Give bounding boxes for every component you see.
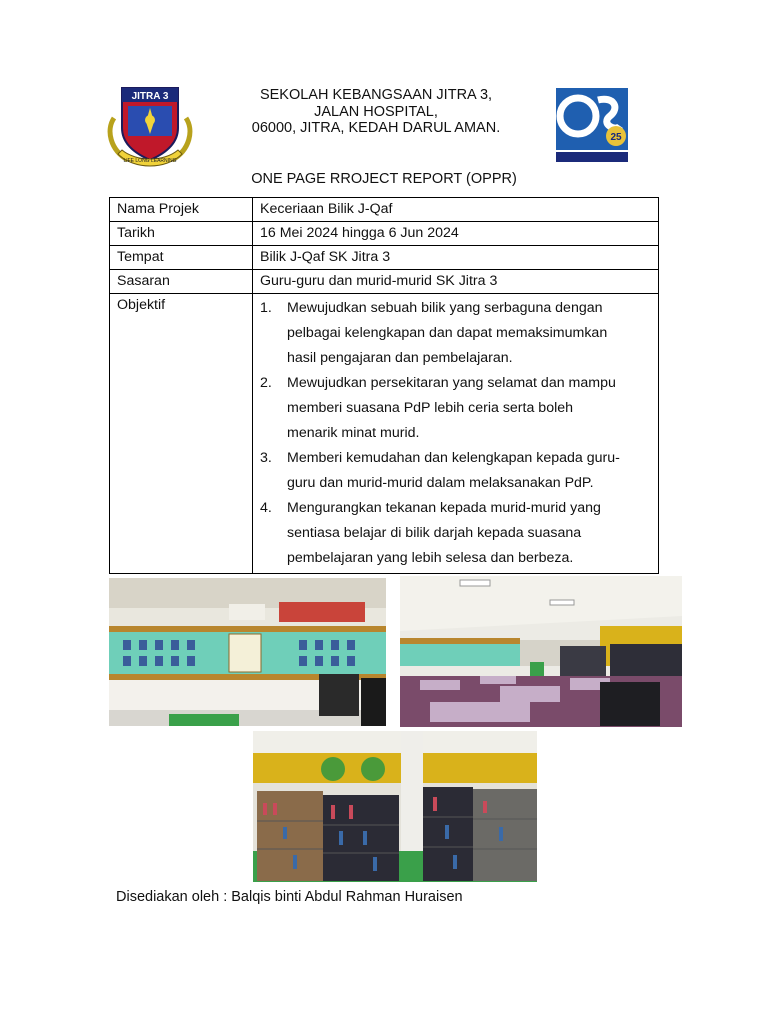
svg-text:25: 25 bbox=[610, 132, 622, 143]
prepared-by: Disediakan oleh : Balqis binti Abdul Rahman Huraisen bbox=[116, 889, 463, 905]
school-street: JALAN HOSPITAL, bbox=[314, 103, 438, 120]
photo-bookshelves bbox=[253, 731, 537, 882]
school-name: SEKOLAH KEBANGSAAN JITRA 3, bbox=[259, 87, 493, 103]
row-label: Nama Projek bbox=[110, 198, 253, 222]
row-value: 16 Mei 2024 hingga 6 Jun 2024 bbox=[253, 222, 659, 246]
row-label: Tempat bbox=[110, 246, 253, 270]
school-city: 06000, JITRA, KEDAH DARUL AMAN. bbox=[251, 120, 501, 136]
list-item: 2. Mewujudkan persekitaran yang selamat dan mampu memberi suasana PdP lebih ceria serta boleh menarik minat murid. bbox=[260, 375, 616, 441]
table-row bbox=[110, 222, 659, 246]
table-row-objectives bbox=[110, 294, 659, 574]
photo-classroom-interior bbox=[400, 576, 682, 727]
row-value: Guru-guru dan murid-murid SK Jitra 3 bbox=[253, 270, 659, 294]
table-row bbox=[110, 246, 659, 270]
objectives-cell bbox=[253, 294, 659, 574]
objectives-list bbox=[260, 296, 651, 571]
row-label: Sasaran bbox=[110, 270, 253, 294]
report-title: ONE PAGE RROJECT REPORT (OPPR) bbox=[251, 171, 517, 187]
row-label: Tarikh bbox=[110, 222, 253, 246]
row-label: Objektif bbox=[110, 294, 253, 574]
svg-text:JITRA 3: JITRA 3 bbox=[131, 91, 169, 102]
svg-text:LIFE LONG LEARNING: LIFE LONG LEARNING bbox=[123, 158, 177, 164]
list-item: 4. Mengurangkan tekanan kepada murid-murid yang sentiasa belajar di bilik darjah kepada suasana pembelajaran yang lebih selesa dan berbeza. bbox=[260, 500, 601, 566]
school-crest-icon bbox=[104, 84, 196, 170]
photo-classroom-wall bbox=[109, 578, 386, 726]
ts25-logo-icon bbox=[554, 86, 630, 164]
list-item: 3. Memberi kemudahan dan kelengkapan kepada guru- guru dan murid-murid dalam melaksanakan PdP. bbox=[260, 450, 620, 491]
school-address bbox=[200, 87, 552, 137]
project-info-table bbox=[109, 197, 659, 574]
table-row bbox=[110, 198, 659, 222]
list-item: 1. Mewujudkan sebuah bilik yang serbaguna dengan pelbagai kelengkapan dan dapat memaksimumkan hasil pengajaran dan pembelajaran. bbox=[260, 300, 608, 366]
row-value: Keceriaan Bilik J-Qaf bbox=[253, 198, 659, 222]
row-value: Bilik J-Qaf SK Jitra 3 bbox=[253, 246, 659, 270]
table-row bbox=[110, 270, 659, 294]
